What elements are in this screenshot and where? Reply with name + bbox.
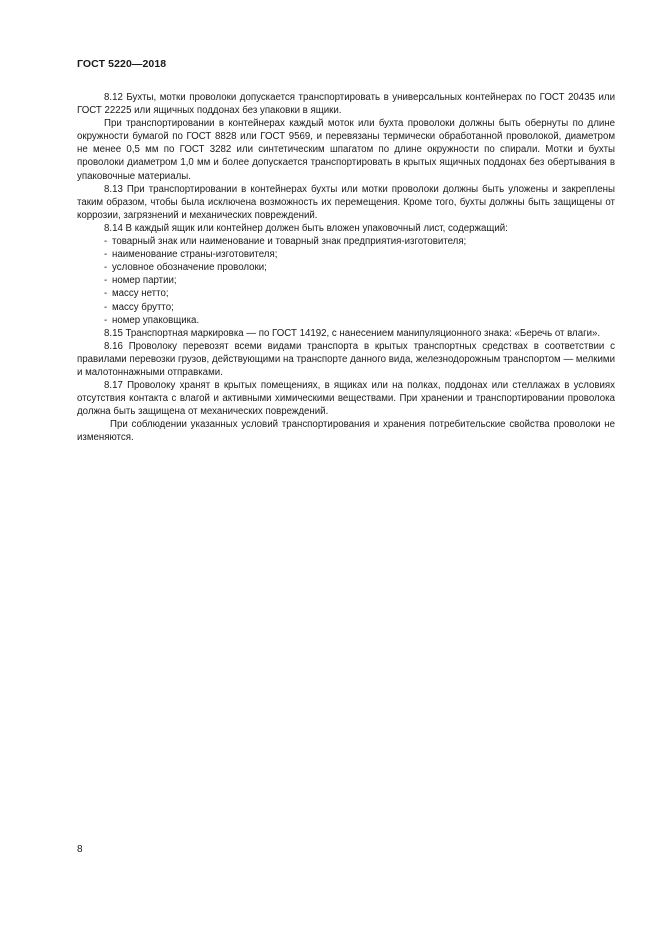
document-header: ГОСТ 5220—2018 — [77, 58, 167, 70]
paragraph-8-13: 8.13 При транспортировании в контейнерах бухты или мотки проволоки должны быть уложены и закреплены таким образом, чтобы была исключена возможность их перемещения. Кроме того, бухты должны быть защищены от коррозии, загрязнений и механических повреждений. — [77, 183, 615, 221]
list-item — [77, 235, 615, 248]
page-number: 8 — [77, 844, 83, 855]
list-item — [77, 314, 615, 327]
list-dash: - — [104, 262, 108, 274]
list-item — [77, 261, 615, 274]
list-dash: - — [104, 236, 108, 248]
list-dash: - — [104, 249, 108, 261]
packing-list-contents — [77, 235, 615, 327]
list-dash: - — [104, 288, 108, 300]
paragraph-8-14: 8.14 В каждый ящик или контейнер должен быть вложен упаковочный лист, содержащий: — [104, 222, 508, 234]
document-body — [77, 91, 615, 445]
paragraph-conclusion: При соблюдении указанных условий транспортирования и хранения потребительские свойства проволоки не изменяются. — [77, 419, 615, 444]
list-dash: - — [104, 301, 108, 313]
paragraph-8-12-container-wrapping: При транспортировании в контейнерах каждый моток или бухта проволоки должны быть обернуты по длине окружности бумагой по ГОСТ 8828 или ГОСТ 9569, и перевязаны термически обработанной проволокой, диаметром не менее 0,5 мм по ГОСТ 3282 или синтетическим шпагатом по длине окружности по спирали. Мотки и бухты проволоки диаметром 1,0 мм и более допускается транспортировать в крытых ящичных поддонах без обертывания в упаковочные материалы. — [77, 118, 615, 182]
paragraph-8-17: 8.17 Проволоку хранят в крытых помещениях, в ящиках или на полках, поддонах или стеллажах в условиях отсутствия контакта с влагой и активными химическими веществами. При хранении и транспортировании проволока должна быть защищена от механических повреждений. — [77, 380, 615, 418]
list-item — [77, 301, 615, 314]
list-item — [77, 248, 615, 261]
list-item-text: массу нетто; — [112, 288, 169, 300]
paragraph-8-15: 8.15 Транспортная маркировка — по ГОСТ 14192, с нанесением манипуляционного знака: «Беречь от влаги». — [104, 327, 601, 339]
list-item — [77, 287, 615, 300]
list-item-text: товарный знак или наименование и товарный знак предприятия-изготовителя; — [112, 236, 467, 248]
list-dash: - — [104, 314, 108, 326]
list-item-text: номер упаковщика. — [112, 314, 200, 326]
list-item-text: наименование страны-изготовителя; — [112, 249, 278, 261]
list-item-text: условное обозначение проволоки; — [112, 262, 267, 274]
list-dash: - — [104, 275, 108, 287]
list-item-text: номер партии; — [112, 275, 177, 287]
list-item-text: массу брутто; — [112, 301, 174, 313]
list-item — [77, 274, 615, 287]
paragraph-8-12: 8.12 Бухты, мотки проволоки допускается транспортировать в универсальных контейнерах по ГОСТ 20435 или ГОСТ 22225 или ящичных поддонах без упаковки в ящики. — [77, 92, 615, 117]
paragraph-8-16: 8.16 Проволоку перевозят всеми видами транспорта в крытых транспортных средствах в соответствии с правилами перевозки грузов, действующими на транспорте данного вида, железнодорожным транспортом — мелкими и малотоннажными отправками. — [77, 340, 615, 378]
